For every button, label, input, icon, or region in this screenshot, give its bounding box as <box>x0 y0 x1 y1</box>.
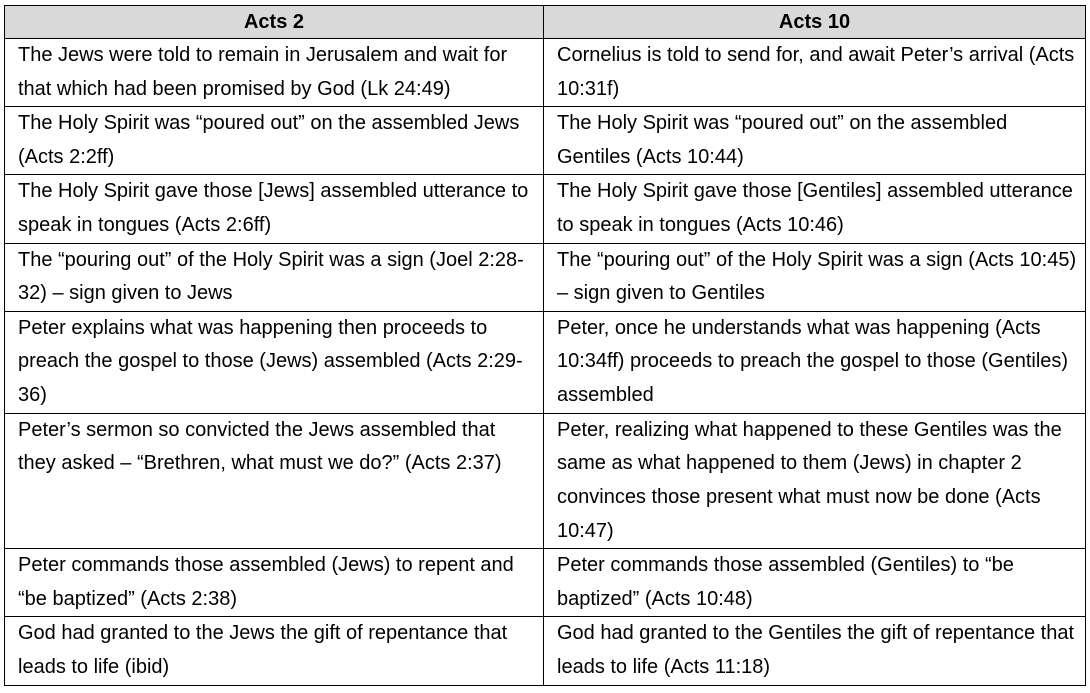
comparison-table <box>4 5 1086 686</box>
table-row <box>5 107 1086 175</box>
acts2-cell: Peter commands those assembled (Jews) to repent and “be baptized” (Acts 2:38) <box>5 549 544 617</box>
header-acts-2: Acts 2 <box>5 6 544 39</box>
header-row <box>5 6 1086 39</box>
table-row <box>5 549 1086 617</box>
acts10-cell: The Holy Spirit was “poured out” on the assembled Gentiles (Acts 10:44) <box>544 107 1086 175</box>
table-row <box>5 243 1086 311</box>
table-row <box>5 311 1086 413</box>
acts10-cell: God had granted to the Gentiles the gift of repentance that leads to life (Acts 11:18) <box>544 617 1086 685</box>
acts10-cell: Peter commands those assembled (Gentiles) to “be baptized” (Acts 10:48) <box>544 549 1086 617</box>
acts10-cell: Cornelius is told to send for, and await Peter’s arrival (Acts 10:31f) <box>544 39 1086 107</box>
acts2-cell: The Holy Spirit was “poured out” on the assembled Jews (Acts 2:2ff) <box>5 107 544 175</box>
acts2-cell: Peter’s sermon so convicted the Jews assembled that they asked – “Brethren, what must we do?” (Acts 2:37) <box>5 413 544 548</box>
acts10-cell: The Holy Spirit gave those [Gentiles] assembled utterance to speak in tongues (Acts 10:46) <box>544 175 1086 243</box>
table-row <box>5 413 1086 548</box>
acts2-cell: The “pouring out” of the Holy Spirit was a sign (Joel 2:28-32) – sign given to Jews <box>5 243 544 311</box>
acts2-cell: The Holy Spirit gave those [Jews] assembled utterance to speak in tongues (Acts 2:6ff) <box>5 175 544 243</box>
table-row <box>5 39 1086 107</box>
acts10-cell: The “pouring out” of the Holy Spirit was a sign (Acts 10:45) – sign given to Gentiles <box>544 243 1086 311</box>
acts2-cell: The Jews were told to remain in Jerusalem and wait for that which had been promised by God (Lk 24:49) <box>5 39 544 107</box>
acts2-cell: God had granted to the Jews the gift of repentance that leads to life (ibid) <box>5 617 544 685</box>
acts10-cell: Peter, once he understands what was happening (Acts 10:34ff) proceeds to preach the gospel to those (Gentiles) assembled <box>544 311 1086 413</box>
header-acts-10: Acts 10 <box>544 6 1086 39</box>
acts2-cell: Peter explains what was happening then proceeds to preach the gospel to those (Jews) assembled (Acts 2:29-36) <box>5 311 544 413</box>
table-row <box>5 617 1086 685</box>
acts10-cell: Peter, realizing what happened to these Gentiles was the same as what happened to them (Jews) in chapter 2 convinces those present what must now be done (Acts 10:47) <box>544 413 1086 548</box>
table-row <box>5 175 1086 243</box>
